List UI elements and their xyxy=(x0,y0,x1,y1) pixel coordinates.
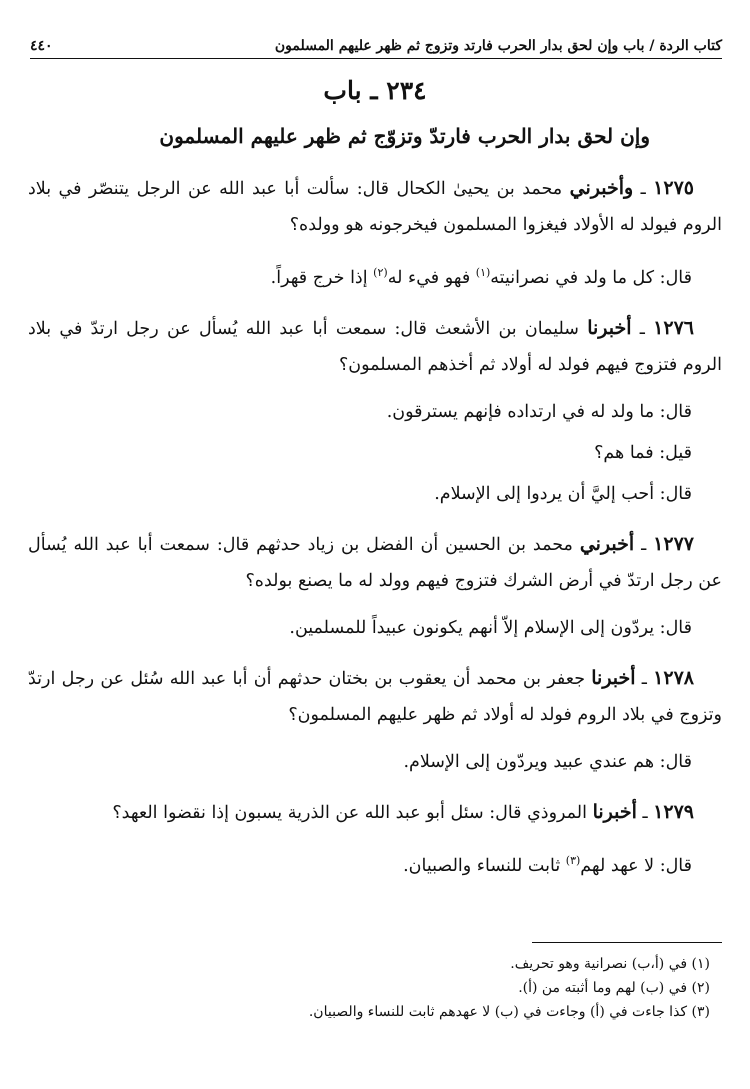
footnote-ref: (١) xyxy=(475,266,491,279)
answer-text: ثابت للنساء والصبيان. xyxy=(403,855,561,876)
answer-line: قال: ما ولد له في ارتداده فإنهم يسترقون. xyxy=(386,401,692,422)
footnote-divider xyxy=(532,942,722,943)
hadith-1278: ١٢٧٨ ـ أخبرنا جعفر بن محمد أن يعقوب بن بختان حدثهم أن أبا عبد الله سُئل عن رجل ارتدّ وتزوج في بلاد الروم فولد له أولاد ثم ظهر عليهم المسلمون؟ xyxy=(28,666,722,725)
footnotes xyxy=(40,952,710,1024)
hadith-1277: ١٢٧٧ ـ أخبرني محمد بن الحسين أن الفضل بن زياد حدثهم قال: سمعت أبا عبد الله يُسأل عن رجل ارتدّ في أرض الشرك فتزوج فيهم وولد له ما يصنع بولده؟ xyxy=(28,532,722,591)
footnote-3: (٣) كذا جاءت في (أ) وجاءت في (ب) لا عهدهم ثابت للنساء والصبيان. xyxy=(308,1004,710,1020)
chapter-number: ٢٣٤ ـ باب xyxy=(323,76,427,105)
hadith-1275: ١٢٧٥ ـ وأخبرني محمد بن يحيىٰ الكحال قال: سألت أبا عبد الله عن الرجل يتنصّر في بلاد الروم فيولد له الأولاد فيغزوا المسلمون فيخرجونه هو وولده؟ xyxy=(28,177,722,235)
footnote-ref: (٢) xyxy=(373,266,388,279)
answer-text: إذا خرج قهراً. xyxy=(270,267,368,288)
footnote-2: (٢) في (ب) لهم وما أثبته من (أ). xyxy=(518,980,710,996)
answer-line xyxy=(28,843,722,884)
entry-text: محمد بن الحسين أن الفضل بن زياد حدثهم قال: سمعت أبا عبد الله يُسأل عن رجل ارتدّ في أرض الشرك فتزوج فيهم وولد له ما يصنع بولده؟ xyxy=(28,534,722,591)
entry-number: ١٢٧٧ xyxy=(653,532,694,555)
entry-number: ١٢٧٨ xyxy=(653,666,694,689)
answer-line: قال: يردّون إلى الإسلام إلاّ أنهم يكونون عبيداً للمسلمين. xyxy=(289,617,692,638)
footnote-1: (١) في (أ،ب) نصرانية وهو تحريف. xyxy=(510,956,710,972)
question-line: قيل: فما هم؟ xyxy=(594,442,692,463)
hadith-1276: ١٢٧٦ ـ أخبرنا سليمان بن الأشعث قال: سمعت أبا عبد الله يُسأل عن رجل ارتدّ في بلاد الروم فتزوج فيهم فولد له أولاد ثم أخذهم المسلمون؟ xyxy=(28,316,722,375)
footnote-ref: (٣) xyxy=(565,853,581,867)
body-text xyxy=(28,170,722,890)
answer-line: قال: أحب إليَّ أن يردوا إلى الإسلام. xyxy=(434,483,692,504)
answer-line: قال: هم عندي عبيد ويردّون إلى الإسلام. xyxy=(403,751,692,772)
entry-lead: أخبرني xyxy=(579,532,635,555)
entry-text: جعفر بن محمد أن يعقوب بن بختان حدثهم أن أبا عبد الله سُئل عن رجل ارتدّ وتزوج في بلاد الروم فولد له أولاد ثم ظهر عليهم المسلمون؟ xyxy=(28,668,722,725)
answer-text: قال: لا عهد لهم xyxy=(580,855,692,876)
entry-lead: أخبرنا xyxy=(591,666,636,689)
answer-text: فهو فيء له xyxy=(387,267,471,288)
answer-line xyxy=(28,255,722,296)
running-header xyxy=(30,34,722,59)
entry-lead: وأخبرني xyxy=(569,177,634,199)
answer-text: قال: كل ما ولد في نصرانيته xyxy=(490,267,692,288)
running-title: كتاب الردة / باب وإن لحق بدار الحرب فارتد وتزوج ثم ظهر عليهم المسلمون xyxy=(274,38,722,54)
entry-number: ١٢٧٥ xyxy=(653,177,694,199)
page-number: ٤٤٠ xyxy=(30,38,53,54)
entry-text: سليمان بن الأشعث قال: سمعت أبا عبد الله يُسأل عن رجل ارتدّ في بلاد الروم فتزوج فيهم فولد له أولاد ثم أخذهم المسلمون؟ xyxy=(28,318,722,375)
hadith-1279: ١٢٧٩ ـ أخبرنا المروذي قال: سئل أبو عبد الله عن الذرية يسبون إذا نقضوا العهد؟ xyxy=(112,800,694,823)
entry-number: ١٢٧٩ xyxy=(653,800,694,823)
entry-number: ١٢٧٦ xyxy=(653,316,694,339)
entry-lead: أخبرنا xyxy=(592,800,637,823)
entry-text: محمد بن يحيىٰ الكحال قال: سألت أبا عبد الله عن الرجل يتنصّر في بلاد الروم فيولد له الأولاد فيغزوا المسلمون فيخرجونه هو وولده؟ xyxy=(28,179,722,235)
chapter-title: وإن لحق بدار الحرب فارتدّ وتزوّج ثم ظهر عليهم المسلمون xyxy=(159,124,650,148)
entry-text: المروذي قال: سئل أبو عبد الله عن الذرية يسبون إذا نقضوا العهد؟ xyxy=(112,802,587,823)
entry-lead: أخبرنا xyxy=(587,316,632,339)
